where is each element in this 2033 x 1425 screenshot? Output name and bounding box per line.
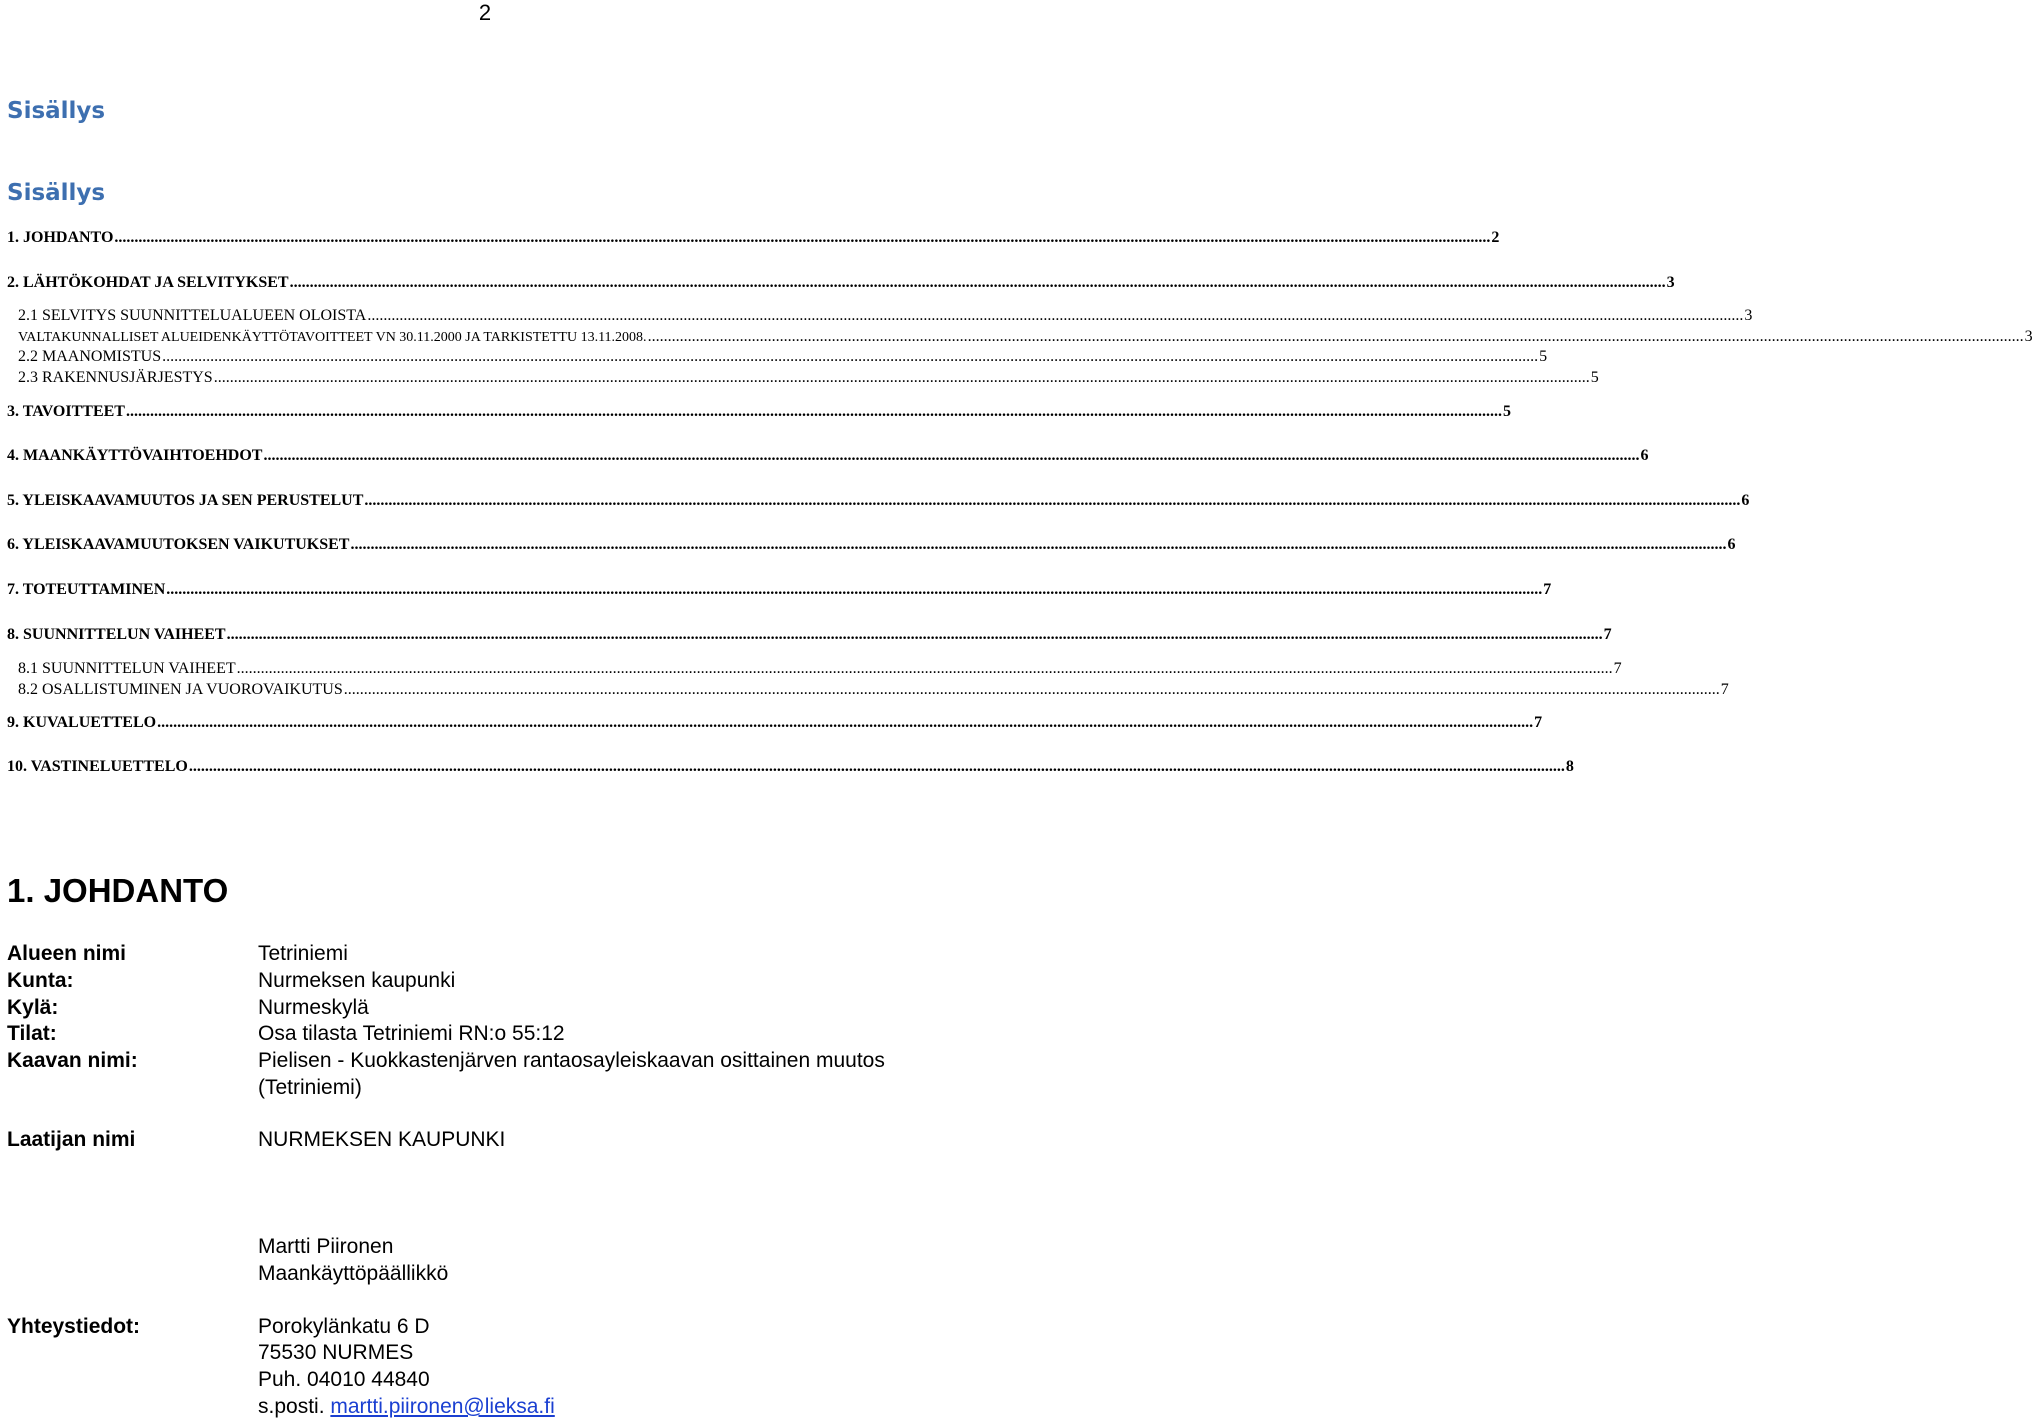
author-value: NURMEKSEN KAUPUNKI — [258, 1128, 506, 1151]
contact-label: Yhteystiedot: — [7, 1315, 141, 1338]
toc-entry-label: 2.3 RAKENNUSJÄRJESTYS — [18, 369, 213, 386]
page-number: 2 — [478, 0, 492, 25]
toc-entry[interactable] — [7, 534, 1736, 556]
toc-entry-label: 8.2 OSALLISTUMINEN JA VUOROVAIKUTUS — [18, 681, 343, 698]
municipality-label: Kunta: — [7, 969, 74, 992]
toc-entry-label: 1. JOHDANTO — [7, 229, 114, 246]
toc-heading: Sisällys — [7, 98, 106, 124]
plan-name-label: Kaavan nimi: — [7, 1049, 138, 1072]
toc-entry-label: 8.1 SUUNNITTELUN VAIHEET — [18, 660, 236, 677]
email-prefix: s.posti. — [258, 1395, 331, 1418]
toc-entry-label: 3. TAVOITTEET — [7, 403, 125, 420]
estates-label: Tilat: — [7, 1022, 57, 1045]
toc-entry-page: 5 — [1539, 348, 1548, 365]
area-name-label: Alueen nimi — [7, 942, 127, 965]
email-link[interactable]: martti.piironen@lieksa.fi — [330, 1395, 555, 1418]
toc-entry-label: 10. VASTINELUETTELO — [7, 758, 188, 775]
toc-entry-page: 7 — [1720, 681, 1729, 698]
municipality-value: Nurmeksen kaupunki — [258, 969, 456, 992]
toc-entry[interactable] — [7, 624, 1612, 646]
toc-entry-page: 5 — [1502, 403, 1511, 420]
toc-entry[interactable] — [7, 658, 1622, 680]
toc-heading-secondary: Sisällys — [7, 180, 106, 206]
toc-entry-page: 8 — [1565, 758, 1574, 775]
village-value: Nurmeskylä — [258, 996, 369, 1019]
toc-entry[interactable] — [7, 346, 1548, 368]
toc-entry-page: 5 — [1590, 369, 1599, 386]
village-label: Kylä: — [7, 996, 59, 1019]
toc-entry-label: 2.1 SELVITYS SUUNNITTELUALUEEN OLOISTA — [18, 307, 367, 324]
toc-entry-label: 5. YLEISKAAVAMUUTOS JA SEN PERUSTELUT — [7, 492, 364, 509]
toc-entry[interactable] — [7, 326, 2033, 348]
toc-entry[interactable] — [7, 579, 1552, 601]
toc-entry-label: 2. LÄHTÖKOHDAT JA SELVITYKSET — [7, 274, 289, 291]
toc-entry-page: 3 — [2024, 328, 2033, 345]
plan-name-value-line2: (Tetriniemi) — [258, 1076, 362, 1099]
toc-entry-page: 7 — [1613, 660, 1622, 677]
author-label: Laatijan nimi — [7, 1128, 136, 1151]
toc-entry-page: 7 — [1534, 714, 1543, 731]
toc-entry[interactable] — [7, 401, 1511, 423]
person-title: Maankäyttöpäällikkö — [258, 1262, 449, 1285]
toc-entry-page: 2 — [1491, 229, 1500, 246]
toc-entry-page: 7 — [1543, 581, 1552, 598]
toc-entry-label: VALTAKUNNALLISET ALUEIDENKÄYTTÖTAVOITTEET VN 30.11.2000 JA TARKISTETTU 13.11.2008. — [18, 330, 647, 345]
toc-entry-label: 8. SUUNNITTELUN VAIHEET — [7, 626, 226, 643]
phone: Puh. 04010 44840 — [258, 1368, 430, 1391]
person-name: Martti Piironen — [258, 1235, 394, 1258]
toc-entry-label: 2.2 MAANOMISTUS — [18, 348, 162, 365]
address-line1: Porokylänkatu 6 D — [258, 1315, 430, 1338]
toc-entry-page: 3 — [1666, 274, 1675, 291]
toc-entry[interactable] — [7, 305, 1753, 327]
address-line2: 75530 NURMES — [258, 1341, 414, 1364]
toc-entry[interactable] — [7, 712, 1543, 734]
toc-entry[interactable] — [7, 756, 1574, 778]
toc-entry[interactable] — [7, 679, 1729, 701]
estates-value: Osa tilasta Tetriniemi RN:o 55:12 — [258, 1022, 565, 1045]
toc-entry-label: 9. KUVALUETTELO — [7, 714, 157, 731]
toc-entry-page: 6 — [1727, 536, 1736, 553]
email-row — [258, 1395, 555, 1419]
toc-entry-label: 4. MAANKÄYTTÖVAIHTOEHDOT — [7, 447, 263, 464]
plan-name-value-line1: Pielisen - Kuokkastenjärven rantaosayleiskaavan osittainen muutos — [258, 1049, 885, 1072]
toc-entry[interactable] — [7, 227, 1500, 249]
section-title: 1. JOHDANTO — [7, 872, 229, 909]
toc-entry[interactable] — [7, 367, 1599, 389]
toc-entry[interactable] — [7, 445, 1649, 467]
toc-entry-page: 6 — [1640, 447, 1649, 464]
toc-entry-page: 7 — [1603, 626, 1612, 643]
toc-entry[interactable] — [7, 490, 1750, 512]
toc-entry-label: 7. TOTEUTTAMINEN — [7, 581, 166, 598]
toc-entry-label: 6. YLEISKAAVAMUUTOKSEN VAIKUTUKSET — [7, 536, 350, 553]
toc-entry-page: 3 — [1744, 307, 1753, 324]
toc-entry-page: 6 — [1741, 492, 1750, 509]
toc-entry[interactable] — [7, 272, 1675, 294]
area-name-value: Tetriniemi — [258, 942, 348, 965]
